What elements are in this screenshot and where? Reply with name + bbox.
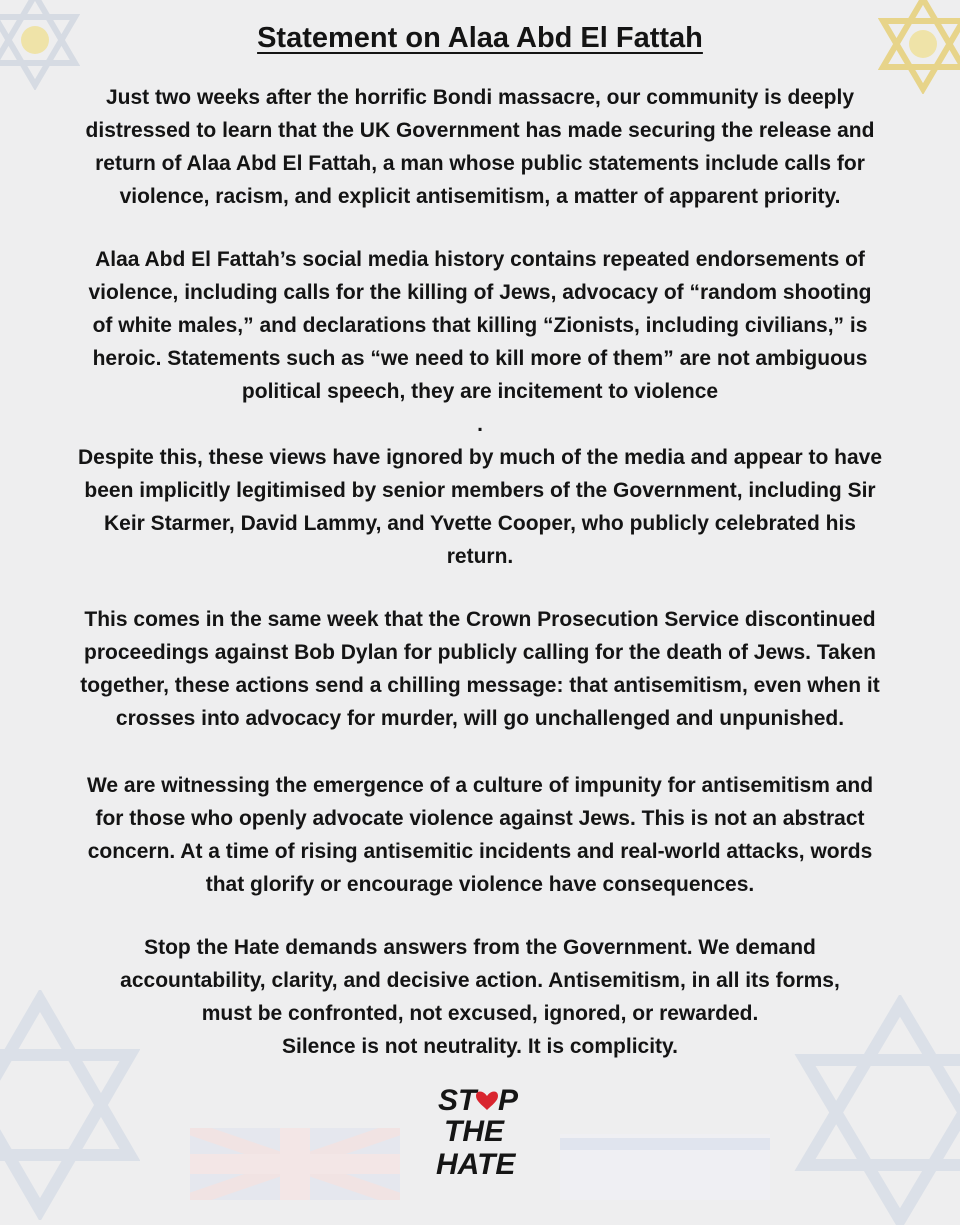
- logo-the: THE: [444, 1115, 504, 1148]
- logo-stop-end: P: [498, 1084, 519, 1117]
- text-line: Just two weeks after the horrific Bondi massacre, our community is deeply: [105, 86, 855, 109]
- paragraph-4: [10, 603, 950, 735]
- stop-the-hate-logo: [436, 1080, 526, 1180]
- statement-title: Statement on Alaa Abd El Fattah: [257, 22, 703, 54]
- text-line: We are witnessing the emergence of a culture of impunity for antisemitism and: [86, 774, 874, 797]
- text-line: heroic. Statements such as “we need to kill more of them” are not ambiguous: [92, 347, 868, 370]
- text-line: .: [477, 413, 483, 436]
- text-line: violence, racism, and explicit antisemitism, a matter of apparent priority.: [119, 185, 841, 208]
- paragraph-1: [10, 81, 950, 213]
- text-line: return of Alaa Abd El Fattah, a man whose public statements include calls for: [95, 152, 865, 175]
- logo-stop-start: ST: [438, 1084, 477, 1117]
- union-jack-flag-icon: [190, 1128, 400, 1200]
- text-line: together, these actions send a chilling message: that antisemitism, even when it: [80, 674, 880, 697]
- text-line: proceedings against Bob Dylan for publicly calling for the death of Jews. Taken: [84, 641, 876, 664]
- text-line: Stop the Hate demands answers from the Government. We demand: [144, 936, 816, 959]
- text-line: violence, including calls for the killing of Jews, advocacy of “random shooting: [88, 281, 872, 304]
- text-line: for those who openly advocate violence against Jews. This is not an abstract: [95, 807, 865, 830]
- paragraph-3: [10, 441, 950, 573]
- text-line: crosses into advocacy for murder, will go unchallenged and unpunished.: [115, 707, 845, 730]
- text-line: Alaa Abd El Fattah’s social media history contains repeated endorsements of: [95, 248, 865, 271]
- text-line: Keir Starmer, David Lammy, and Yvette Cooper, who publicly celebrated his: [104, 512, 856, 535]
- text-line: distressed to learn that the UK Government has made securing the release and: [85, 119, 875, 142]
- israel-flag-icon: [560, 1134, 770, 1200]
- text-line: that glorify or encourage violence have consequences.: [205, 873, 755, 896]
- text-line: must be confronted, not excused, ignored, or rewarded.: [201, 1002, 759, 1025]
- paragraph-5: [10, 769, 950, 901]
- text-line: return.: [446, 545, 514, 568]
- paragraph-2: [10, 243, 950, 441]
- logo-hate: HATE: [436, 1148, 516, 1180]
- text-line: political speech, they are incitement to violence: [241, 380, 719, 403]
- text-line: Silence is not neutrality. It is complicity.: [282, 1035, 678, 1058]
- text-line: Despite this, these views have ignored by much of the media and appear to have: [77, 446, 883, 469]
- text-line: This comes in the same week that the Crown Prosecution Service discontinued: [84, 608, 876, 631]
- text-line: concern. At a time of rising antisemitic incidents and real-world attacks, words: [87, 840, 873, 863]
- text-line: of white males,” and declarations that killing “Zionists, including civilians,” is: [92, 314, 868, 337]
- text-line: been implicitly legitimised by senior members of the Government, including Sir: [84, 479, 876, 502]
- text-line: accountability, clarity, and decisive action. Antisemitism, in all its forms,: [120, 969, 840, 992]
- paragraph-6: [10, 931, 950, 1063]
- heart-icon: [476, 1092, 498, 1111]
